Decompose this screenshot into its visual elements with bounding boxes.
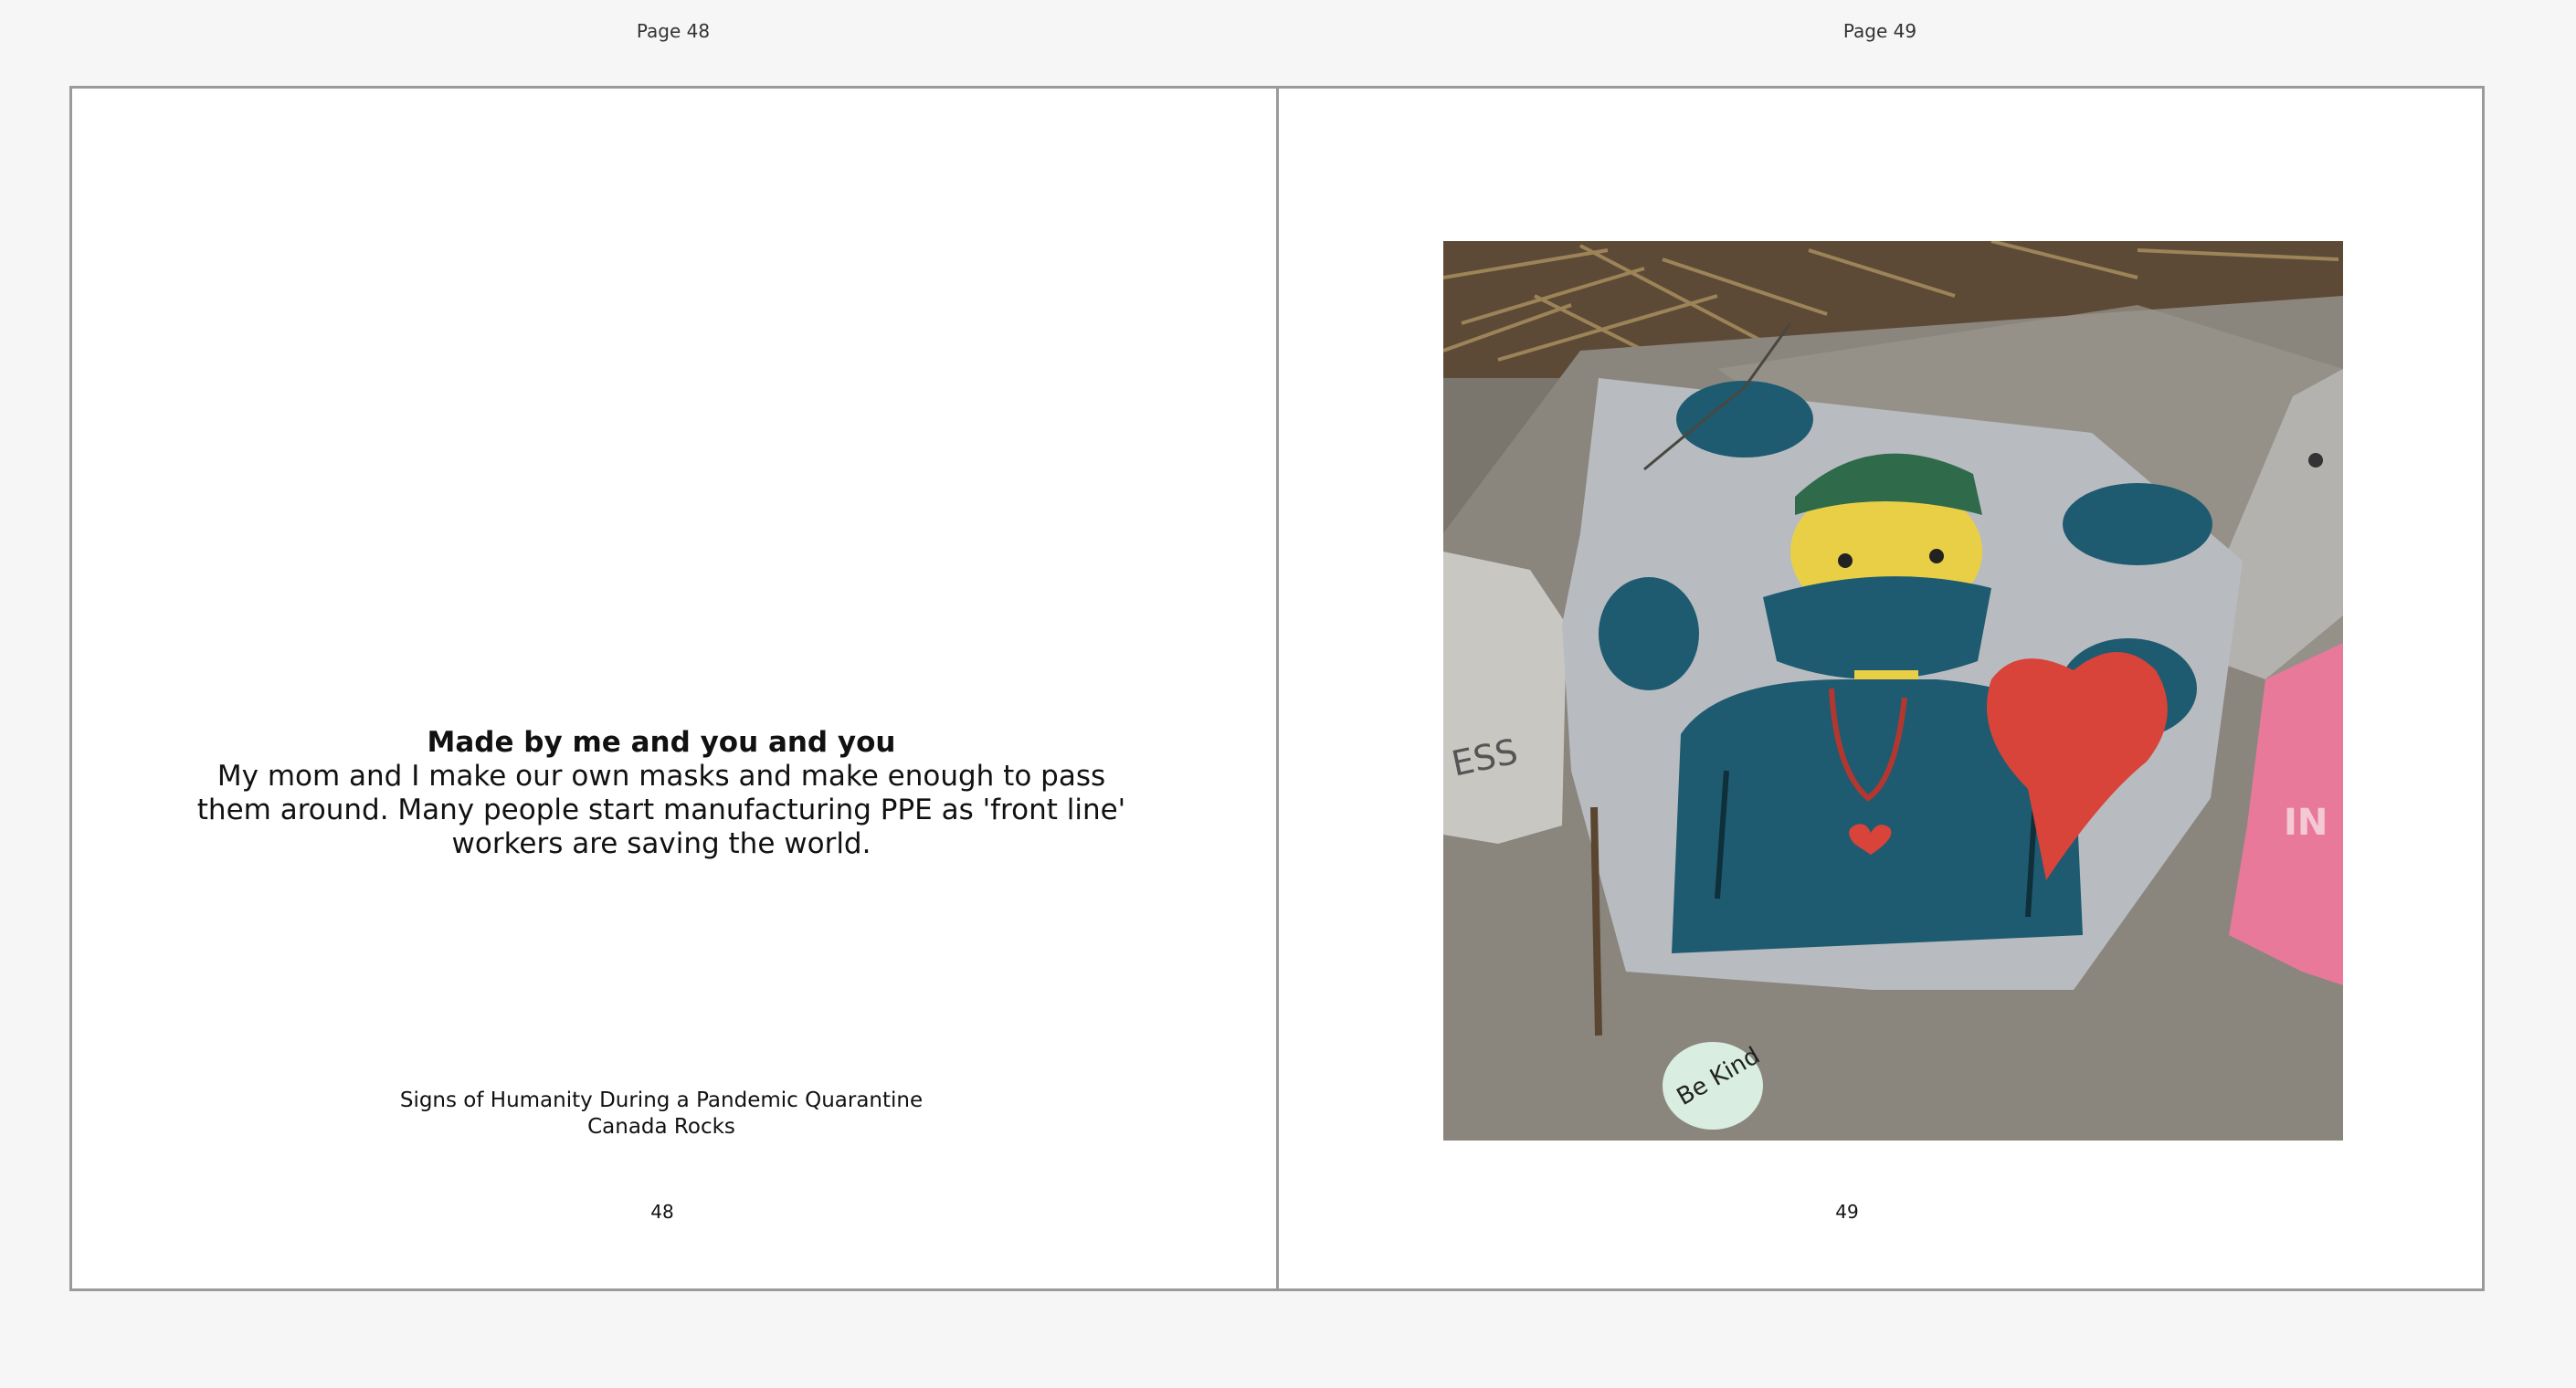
right-page[interactable]: [1279, 89, 2482, 1288]
page-number-right: 49: [1835, 1201, 1859, 1223]
page-number-left: 48: [650, 1201, 674, 1223]
left-page[interactable]: [72, 89, 1279, 1288]
book-subtitle: Canada Rocks: [587, 1115, 735, 1139]
text-block: [191, 726, 1132, 861]
book-title: Signs of Humanity During a Pandemic Quarantine: [399, 1088, 924, 1112]
painted-rock-illustration: [1443, 241, 2343, 1141]
painted-rock-photo: [1443, 241, 2343, 1141]
page-label-left: Page 48: [636, 20, 711, 42]
book-footer: [255, 1088, 1068, 1141]
page-title: Made by me and you and you: [427, 726, 896, 759]
page-label-right: Page 49: [1842, 20, 1917, 42]
book-spread: [69, 86, 2485, 1291]
be-kind-rock-text: Be Kind: [1672, 1042, 1765, 1111]
svg-text:ESS: ESS: [1448, 731, 1522, 784]
page-body-text: My mom and I make our own masks and make enough to pass them around. Many people start manufacturing PPE as 'front line' workers are saving the world.: [196, 760, 1126, 860]
svg-text:IN: IN: [2284, 802, 2328, 844]
